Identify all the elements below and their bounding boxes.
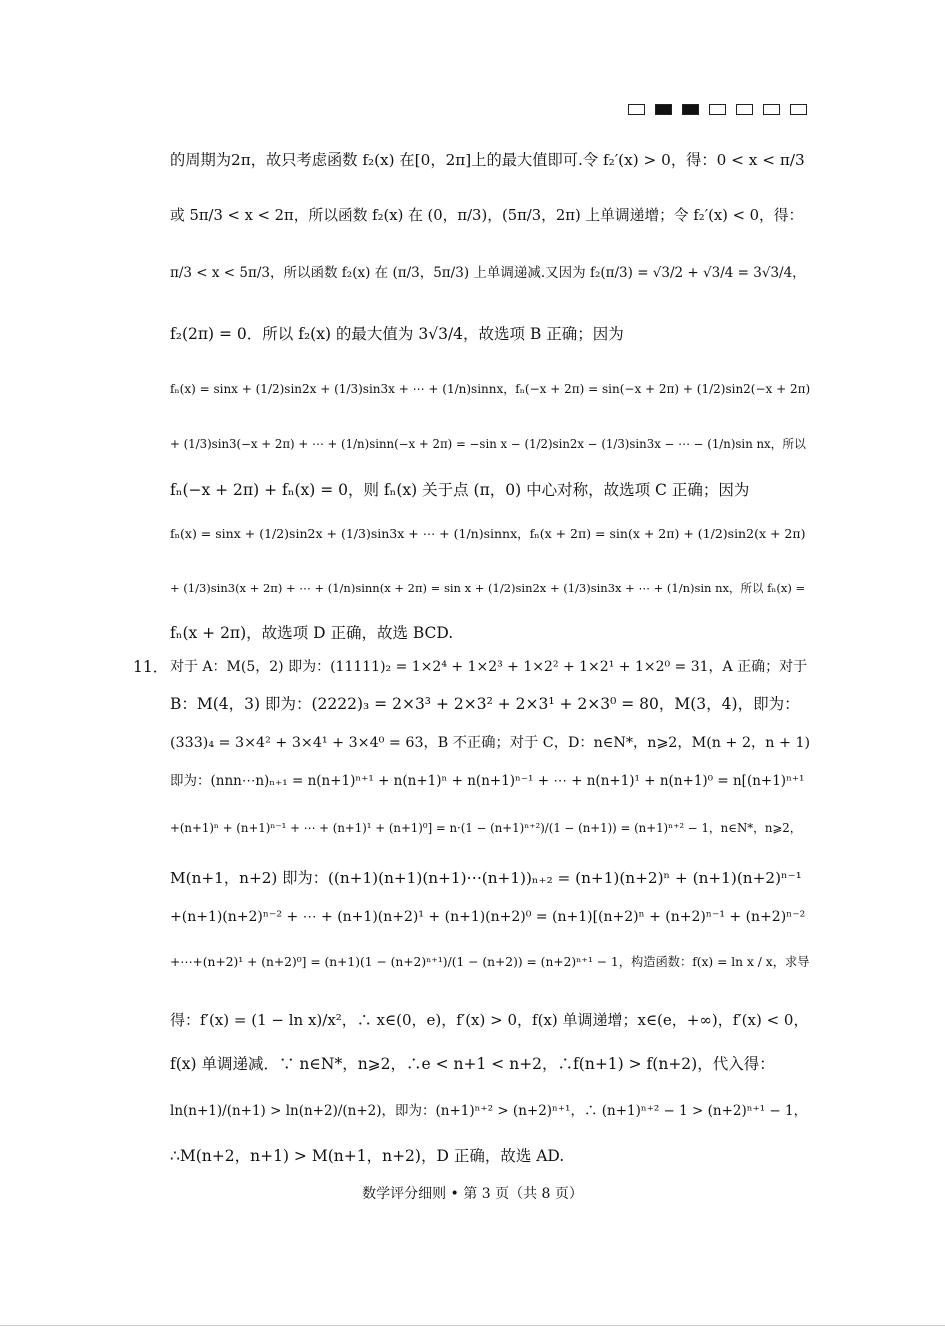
text-line-12: B：M(4，3) 即为：(2222)₃ = 2×3³ + 2×3² + 2×3¹ + 2×3⁰ = 80，M(3，4)，即为：	[170, 695, 800, 713]
text-line-5: fₙ(x) = sinx + (1/2)sin2x + (1/3)sin3x + ⋯ + (1/n)sinnx，fₙ(−x + 2π) = sin(−x + 2π) + (1/2)sin2(−x + 2π)	[170, 382, 811, 396]
indicator-square	[709, 104, 726, 115]
text-line-14: 即为：(nnn⋯n)ₙ₊₁ = n(n+1)ⁿ⁺¹ + n(n+1)ⁿ + n(n+1)ⁿ⁻¹ + ⋯ + n(n+1)¹ + n(n+1)⁰ = n[(n+1)ⁿ⁺¹	[170, 773, 805, 789]
indicator-square-filled	[682, 104, 699, 115]
text-line-22: ∴M(n+2，n+1) > M(n+1，n+2)，D 正确，故选 AD.	[170, 1147, 565, 1165]
indicator-square-filled	[655, 104, 672, 115]
text-line-15: +(n+1)ⁿ + (n+1)ⁿ⁻¹ + ⋯ + (n+1)¹ + (n+1)⁰] = n·(1 − (n+1)ⁿ⁺²)/(1 − (n+1)) = (n+1)ⁿ⁺² − 1，n∈N*，n⩾2，	[170, 821, 802, 835]
indicator-square	[736, 104, 753, 115]
text-line-7: fₙ(−x + 2π) + fₙ(x) = 0，则 fₙ(x) 关于点 (π，0) 中心对称，故选项 C 正确；因为	[170, 481, 750, 499]
text-line-9: + (1/3)sin3(x + 2π) + ⋯ + (1/n)sinn(x + 2π) = sin x + (1/2)sin2x + (1/3)sin3x + ⋯ + (1/n)sin nx，所以 fₙ(x) =	[170, 581, 806, 595]
indicator-square	[628, 104, 645, 115]
text-line-2: 或 5π/3 < x < 2π，所以函数 f₂(x) 在 (0，π/3)，(5π/3，2π) 上单调递增；令 f₂′(x) < 0，得：	[170, 207, 804, 224]
page-footer: 数学评分细则 • 第 3 页（共 8 页）	[362, 1186, 583, 1202]
indicator-square	[763, 104, 780, 115]
text-line-4: f₂(2π) = 0．所以 f₂(x) 的最大值为 3√3/4，故选项 B 正确；因为	[170, 325, 624, 343]
text-line-17: +(n+1)(n+2)ⁿ⁻² + ⋯ + (n+1)(n+2)¹ + (n+1)(n+2)⁰ = (n+1)[(n+2)ⁿ + (n+2)ⁿ⁻¹ + (n+2)ⁿ⁻²	[170, 909, 806, 925]
text-line-6: + (1/3)sin3(−x + 2π) + ⋯ + (1/n)sinn(−x + 2π) = −sin x − (1/2)sin2x − (1/3)sin3x − ⋯ − (1/n)sin nx，所以	[170, 437, 806, 451]
text-line-11: 对于 A：M(5，2) 即为：(11111)₂ = 1×2⁴ + 1×2³ + 1×2² + 1×2¹ + 1×2⁰ = 31，A 正确；对于	[170, 659, 808, 675]
text-line-19: 得：f′(x) = (1 − ln x)/x²，∴ x∈(0，e)，f′(x) > 0，f(x) 单调递增；x∈(e，+∞)，f′(x) < 0，	[170, 1011, 809, 1029]
text-line-8: fₙ(x) = sinx + (1/2)sin2x + (1/3)sin3x + ⋯ + (1/n)sinnx，fₙ(x + 2π) = sin(x + 2π) + (1/2)sin2(x + 2π)	[170, 526, 806, 541]
text-line-16: M(n+1，n+2) 即为：((n+1)(n+1)(n+1)⋯(n+1))ₙ₊₂ = (n+1)(n+2)ⁿ + (n+1)(n+2)ⁿ⁻¹	[170, 869, 802, 887]
question-number: 11．	[133, 658, 169, 676]
text-line-1: 的周期为2π，故只考虑函数 f₂(x) 在[0，2π]上的最大值即可.令 f₂′(x) > 0，得：0 < x < π/3	[170, 151, 805, 169]
bottom-divider	[0, 1325, 945, 1326]
text-line-18: +⋯+(n+2)¹ + (n+2)⁰] = (n+1)(1 − (n+2)ⁿ⁺¹)/(1 − (n+2)) = (n+2)ⁿ⁺¹ − 1，构造函数：f(x) = ln x / x，求导	[170, 955, 810, 969]
indicator-square	[790, 104, 807, 115]
page-indicator	[628, 104, 807, 115]
text-line-20: f(x) 单调递减．∵ n∈N*，n⩾2，∴e < n+1 < n+2，∴f(n+1) > f(n+2)，代入得：	[170, 1055, 775, 1073]
text-line-13: (333)₄ = 3×4² + 3×4¹ + 3×4⁰ = 63，B 不正确；对于 C，D：n∈N*，n⩾2，M(n + 2，n + 1)	[170, 735, 811, 751]
text-line-10: fₙ(x + 2π)，故选项 D 正确，故选 BCD.	[170, 624, 454, 642]
text-line-3: π/3 < x < 5π/3，所以函数 f₂(x) 在 (π/3，5π/3) 上单调递减.又因为 f₂(π/3) = √3/2 + √3/4 = 3√3/4，	[170, 265, 806, 281]
text-line-21: ln(n+1)/(n+1) > ln(n+2)/(n+2)，即为：(n+1)ⁿ⁺² > (n+2)ⁿ⁺¹，∴ (n+1)ⁿ⁺² − 1 > (n+2)ⁿ⁺¹ − 1，	[170, 1103, 808, 1119]
